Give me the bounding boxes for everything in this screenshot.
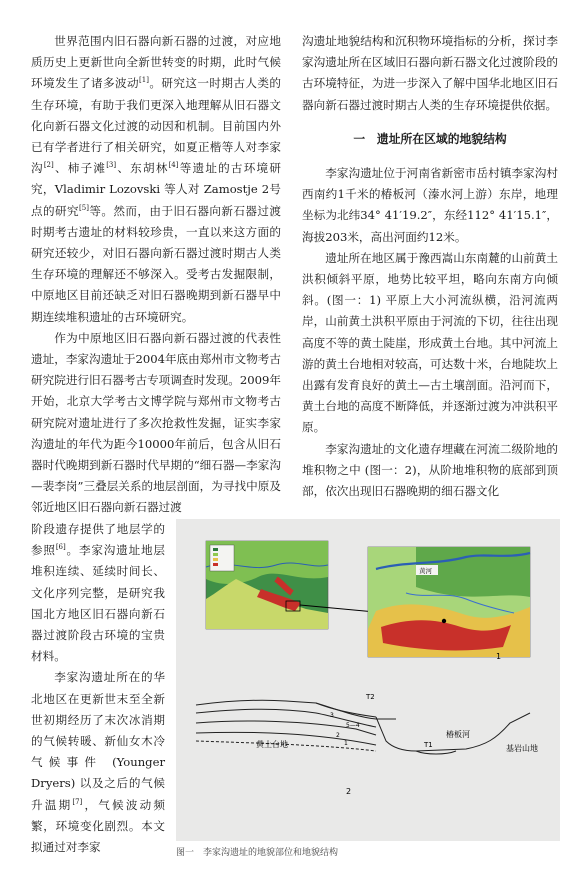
terrace-t2-label: T2	[366, 693, 375, 701]
bedrock-label: 基岩山地	[506, 744, 538, 753]
right-column	[302, 31, 558, 502]
left-plateau-label: 黄土台地	[256, 740, 288, 749]
paragraph-terrace: 李家沟遗址的文化遗存埋藏在河流二级阶地的堆积物之中 (图一：2)，从阶地堆积物的底部到顶部，依次出现旧石器晚期的细石器文化	[302, 441, 558, 499]
paragraph-intro: 世界范围内旧石器向新石器的过渡，对应地质历史上更新世向全新世转变的时期，此时气候环境发生了诸多波动[1]。研究这一时期古人类的生存环境，有助于我们更深入地理解从旧石器文化向新石器文化过渡的动因和机制。目前国内外已有学者进行了相关研究，如夏正楷等人对李家沟[2]、柿子滩[3]、东胡林[4]等遗址的古环境研究，Vladimir Lozovski 等人对 Zamostje 2号点的研究[5]等。然而，由于旧石器向新石器过渡时期考古遗址的材料较珍贵，一直以来这方面的研究还较少，对旧石器向新石器过渡时期古人类生存环境的理解还不够深入。受考古发掘限制，中原地区目前还缺乏对旧石器晚期到新石器早中期连续堆积遗址的古环境研究。	[31, 34, 281, 324]
citation: [4]	[168, 161, 179, 170]
left-column	[31, 31, 281, 519]
paragraph-location: 李家沟遗址位于河南省新密市岳村镇李家沟村西南约1千米的椿板河（溱水河上游）东岸，地理坐标为北纬34° 41′19.2″，东经112° 41′15.1″，海拔203米，高出河面约12米。	[302, 166, 558, 244]
figure-svg	[176, 519, 560, 841]
layer-label: 1	[344, 740, 348, 747]
citation: [2]	[43, 161, 54, 170]
panel-2-label: 2	[346, 787, 352, 796]
layer-label: 3	[330, 712, 334, 719]
river-label: 椿板河	[446, 730, 470, 739]
citation: [1]	[139, 76, 149, 85]
left-narrow-column	[31, 519, 165, 858]
citation: [7]	[72, 797, 83, 806]
figure-caption: 图一 李家沟遗址的地貌部位和地貌结构	[176, 848, 339, 858]
terrace-t1-label: T1	[424, 741, 433, 749]
citation: [6]	[55, 543, 66, 552]
paragraph-geomorphology: 遗址所在地区属于豫西嵩山东南麓的山前黄土洪积倾斜平原，地势比较平坦，略向东南方向倾斜。(图一：1) 平原上大小河流纵横，沿河流两岸，山前黄土洪积平原由于河流的下切，往往出现高度不等的黄土陡崖，形成黄土台地。其中河流上游的黄土台地相对较高，可达数十米，台地陡坎上出露有发育良好的黄土—古土壤剖面。沿河而下，黄土台地的高度不断降低，并逐渐过渡为冲洪积平原。	[302, 250, 558, 435]
detail-map	[368, 547, 530, 661]
cross-section	[196, 700, 530, 754]
paragraph-aim: 沟遗址地貌结构和沉积物环境指标的分析，探讨李家沟遗址所在区域旧石器向新石器文化过渡阶段的古环境特征，为进一步深入了解中国华北地区旧石器向新石器过渡时期古人类的生存环境提供依据。	[302, 34, 558, 112]
panel-1-label: 1	[496, 652, 502, 661]
regional-map	[206, 541, 328, 629]
citation: [3]	[106, 161, 117, 170]
paragraph-climate: 李家沟遗址所在的华北地区在更新世末至全新世初期经历了末次冰消期的气候转暖、新仙女木冷气候事件 (Younger Dryers) 以及之后的气候升温期[7]，气候波动频繁，环境变化剧烈。本文拟通过对李家	[31, 670, 165, 855]
paragraph-site-continued: 阶段遗存提供了地层学的参照[6]。李家沟遗址地层堆积连续、延续时间长、文化序列完整，是研究我国北方地区旧石器向新石器过渡阶段古环境的宝贵材料。	[31, 522, 165, 664]
map-place-label: 黄河	[419, 567, 432, 575]
layer-label: 5—4	[346, 722, 360, 729]
site-marker	[442, 619, 446, 623]
paragraph-site: 作为中原地区旧石器向新石器过渡的代表性遗址，李家沟遗址于2004年底由郑州市文物考古研究院进行旧石器考古专项调查时发现。2009年开始，北京大学考古文博学院与郑州市文物考古研究院对遗址进行了多次抢救性发掘，证实李家沟遗址的年代为距今10000年前后，包含从旧石器时代晚期到新石器时代早期的“细石器—李家沟—裴李岗”三叠层关系的地层剖面，为寻找中原及邻近地区旧石器向新石器过渡	[31, 330, 281, 515]
figure-geomorphology	[176, 519, 560, 841]
layer-label: 2	[336, 732, 340, 739]
citation: [5]	[79, 203, 89, 212]
section-heading: 一 遗址所在区域的地貌结构	[353, 131, 507, 146]
